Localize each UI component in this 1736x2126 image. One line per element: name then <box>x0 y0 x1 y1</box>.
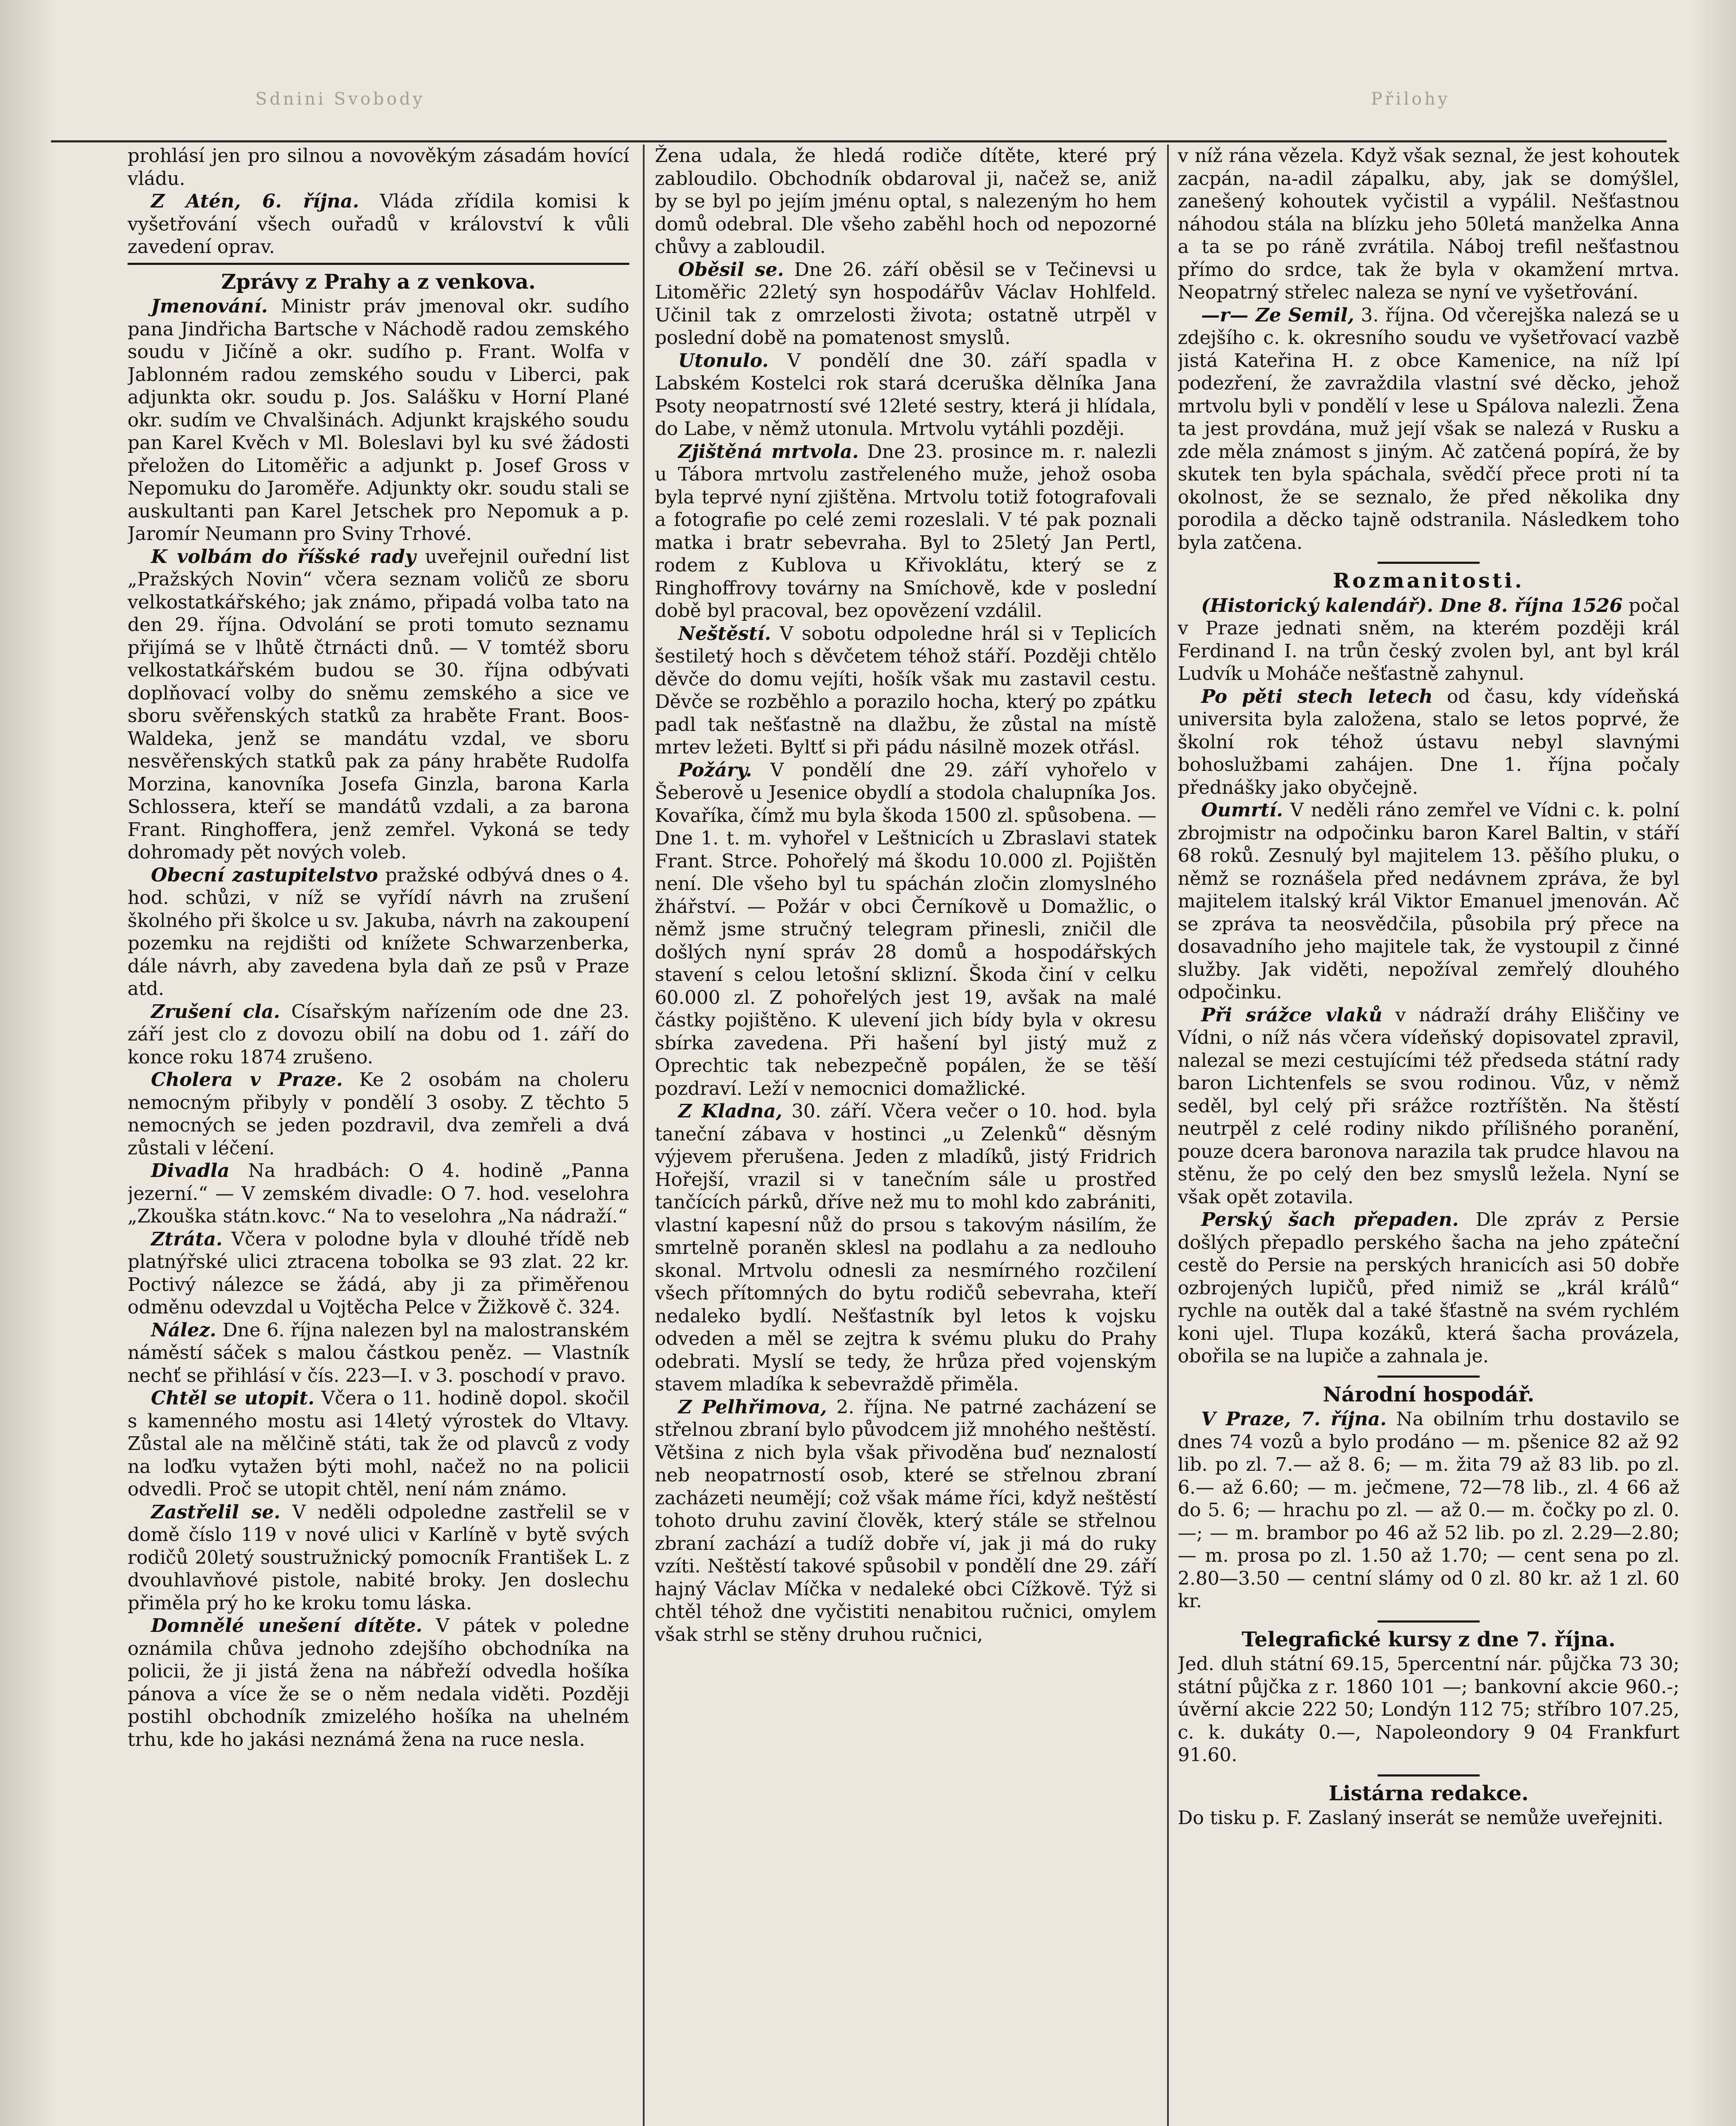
article-paragraph <box>1178 1408 1679 1613</box>
header-left: Sdnini Svobody <box>255 89 425 109</box>
article-paragraph <box>128 1501 629 1615</box>
article-paragraph <box>655 145 1156 259</box>
article-paragraph <box>655 259 1156 350</box>
article-lead: Nález. <box>151 1319 216 1341</box>
article-paragraph <box>128 1614 629 1751</box>
section-rule <box>1378 1620 1480 1623</box>
article-text: Dne 6. října nalezen byl na malostranském náměstí sáček s malou částkou peněz. — Vlastník nechť se přihlásí v čís. 223—I. v 3. poschodí v pravo. <box>128 1319 629 1387</box>
column-1 <box>128 145 629 2126</box>
article-text: 3. října. Od včerejška nalezá se u zdejšího c. k. okresního soudu ve vyšetřovací vazbě jistá Kateřina H. z obce Kamenice, na níž lpí podezření, že zavraždila vlastní své děcko, jehož mrtvolu byli v pondělí v lese u Spálova nalezli. Žena ta jest provdána, muž její však se nalezá v Rusku a zde měla známost s jiným. Ač zatčená popírá, že by skutek ten byla spáchala, svědčí přece proti ní ta okolnost, že se seznalo, že před několika dny porodila a děcko tajně odstranila. Následkem toho byla zatčena. <box>1178 304 1679 554</box>
article-text: prohlásí jen pro silnou a novověkým zásadám hovící vládu. <box>128 145 629 190</box>
article-paragraph <box>655 622 1156 759</box>
article-paragraph <box>655 1396 1156 1646</box>
page-shadow-right <box>1689 0 1736 2126</box>
article-lead: Z Pelhřimova, <box>678 1396 827 1418</box>
article-lead: —r— Ze Semil, <box>1201 304 1355 326</box>
article-text: Ke 2 osobám na choleru nemocným přibyly v pondělí 3 osoby. Z těchto 5 nemocných se jeden pozdravil, dva zemřeli a dvá zůstali v léčení. <box>128 1069 629 1159</box>
section-rule <box>1378 562 1480 564</box>
article-lead: Zrušení cla. <box>151 1000 280 1023</box>
article-paragraph <box>1178 145 1679 304</box>
section-rule <box>1378 1774 1480 1776</box>
article-text: Ministr práv jmenoval okr. sudího pana Jindřicha Bartsche v Náchodě radou zemského soudu v Jičíně a okr. sudího p. Frant. Wolfa v Jablonném radou zemského soudu v Liberci, pak adjunkta okr. soudu p. Jos. Salášku v Horní Plané okr. sudím ve Chvalšinách. Adjunkt krajského soudu pan Karel Kvěch v Ml. Boleslavi byl ku své žádosti přeložen do Litoměřic a adjunkt p. Josef Gross v Nepomuku do Jaroměře. Adjunkty okr. soudu stali se auskultanti pan Karel Jetschek pro Nepomuk a p. Jaromír Neumann pro Sviny Trhové. <box>128 296 629 545</box>
article-text: Žena udala, že hledá rodiče dítěte, které prý zabloudilo. Obchodník obdaroval ji, načež se, aniž by se byl po jejím jménu optal, s nalezeným ho hem domů odebral. Dle všeho zaběhl hoch od nepozorné chůvy a zabloudil. <box>655 145 1156 258</box>
column-divider-1 <box>643 145 645 2126</box>
header-rule <box>51 140 1667 142</box>
article-paragraph <box>655 350 1156 441</box>
column-2 <box>655 145 1156 2126</box>
article-text: 2. října. Ne patrné zacházení se střelnou zbraní bylo původcem již mnohého neštěstí. Většina z nich byla však přivoděna buď neznalostí neb neopatrností osob, které se střelnou zbraní zacházeti neumějí; což však máme říci, když neštěstí tohoto druhu zaviní člověk, který stále se střelnou zbraní zachází a tudíž dobře ví, jak ji má do ruky vzíti. Neštěstí takové spůsobil v pondělí dne 29. září hajný Václav Míčka v nedaleké obci Cížkově. Týž si chtěl téhož dne vyčistiti nenabitou ručnici, omylem však strhl se stěny druhou ručnici, <box>655 1396 1156 1646</box>
article-paragraph <box>128 1000 629 1069</box>
column-divider-2 <box>1167 145 1169 2126</box>
article-lead: Zastřelil se. <box>151 1501 281 1523</box>
article-text: počal v Praze jednati sněm, na kterém později král Ferdinand I. na trůn český zvolen byl, ant byl král Ludvík u Moháče nešťastně zahynul. <box>1178 594 1679 685</box>
article-lead: Utonulo. <box>678 350 769 372</box>
article-paragraph <box>1178 685 1679 799</box>
section-heading: Listárna redakce. <box>1328 1781 1529 1805</box>
article-paragraph <box>1178 1807 1679 1830</box>
article-text: V pondělí dne 29. září vyhořelo v Šeberově u Jesenice obydlí a stodola chalupníka Jos. Kovaříka, čímž mu byla škoda 1500 zl. spůsobena. — Dne 1. t. m. vyhořel v Leštnicích u Zbraslavi statek Frant. Strce. Pohořelý má škodu 10.000 zl. Pojištěn není. Dle všeho byl tu spáchán zločin zlomyslného žhářství. — Požár v obci Černíkově u Domažlic, o němž jsme stručný telegram přinesli, zničil dle došlých nyní správ 28 domů a hospodářských stavení s celou letošní sklizní. Škoda činí v celku 60.000 zl. Z pohořelých jest 19, avšak na malé částky pojištěno. K ulevení jich bídy byla v okresu sbírka zavedena. Při hašení byl jistý muž z Oprechtic tak nebezpečně popálen, že se těší pozdraví. Leží v nemocnici domažlické. <box>655 759 1156 1100</box>
article-text: Jed. dluh státní 69.15, 5percentní nár. půjčka 73 30; státní půjčka z r. 1860 101 —; bankovní akcie 960.-; úvěrní akcie 222 50; Londýn 112 75; stříbro 107.25, c. k. dukáty 0.—, Napoleondory 9 04 Frankfurt 91.60. <box>1178 1653 1679 1766</box>
article-lead: Oumrtí. <box>1201 799 1283 821</box>
article-paragraph <box>128 1160 629 1228</box>
article-text: Dne 26. září oběsil se v Tečinevsi u Litoměřic 22letý syn hospodářův Václav Hohlfeld. Učinil tak z omrzelosti života; ostatně utrpěl v poslední době na pomatenost smyslů. <box>655 259 1156 349</box>
article-paragraph <box>128 546 629 864</box>
article-paragraph <box>1178 594 1679 685</box>
article-paragraph <box>1178 1653 1679 1767</box>
section-heading: Národní hospodář. <box>1323 1382 1534 1407</box>
article-paragraph <box>128 1387 629 1501</box>
article-text: V sobotu odpoledne hrál si v Teplicích šestiletý hoch s děvčetem téhož stáří. Později chtělo děvče do domu vejíti, hošík však mu zastavil cestu. Děvče se rozběhlo a porazilo hocha, který po zpátku padl tak nešťastně na dlažbu, že zůstal na místě mrtev ležeti. Byltť si při pádu násilně mozek otřásl. <box>655 622 1156 758</box>
article-text: Císařským nařízením ode dne 23. září jest clo z dovozu obilí na dobu od 1. září do konce roku 1874 zrušeno. <box>128 1000 629 1068</box>
article-paragraph <box>128 1319 629 1387</box>
article-text: V pátek v poledne oznámila chůva jednoho zdejšího obchodníka na policii, že ji jistá žena na nábřeží odvedla hošíka pánova a více že se o něm nedala viděti. Později postihl obchodník zmizelého hošíka na uhelném trhu, kde ho jakási neznámá žena na ruce nesla. <box>128 1615 629 1751</box>
page-shadow-left <box>0 0 55 2126</box>
article-lead: Cholera v Praze. <box>151 1069 343 1091</box>
article-text: Do tisku p. F. Zaslaný inserát se nemůže uveřejniti. <box>1178 1807 1664 1829</box>
article-lead: (Historický kalendář). Dne 8. října 1526 <box>1201 594 1623 617</box>
article-text: v níž rána vězela. Když však seznal, že jest kohoutek zacpán, na-adil zápalku, aby, jak se domýšlel, zanešený kohoutek vyčistil a vypálil. Nešťastnou náhodou stála na blízku jeho 50letá manželka Anna a ta se po ráně zvrátila. Náboj trefil nešťastnou přímo do srdce, tak že byla v okamžení mrtva. Neopatrný střelec naleza se nyní ve vyšetřování. <box>1178 145 1679 303</box>
article-paragraph <box>655 759 1156 1100</box>
section-heading: Rozmanitosti. <box>1333 569 1525 593</box>
article-text: 30. září. Včera večer o 10. hod. byla taneční zábava v hostinci „u Zelenků“ děsným výjevem přerušena. Jeden z mladíků, jistý Fridrich Hořejší, vrazil si v tanečním sále u prostřed tančících párků, dříve než mu to mohl kdo zabrániti, vlastní kapesní nůž do prsou s takovým násilím, že smrtelně poraněn sklesl na podlahu a za nedlouho skonal. Mrtvolu odnesli za nesmírného rozčilení všech přítomných do bytu rodičů sebevraha, kteří nedaleko bydlí. Nešťastník byl letos k vojsku odveden a měl se zejtra k svému pluku do Prahy odebrati. Myslí se tedy, že hrůza před vojenským stavem mladíka k sebevraždě přiměla. <box>655 1100 1156 1395</box>
column-3 <box>1178 145 1679 2126</box>
article-lead: Zjištěná mrtvola. <box>678 441 859 463</box>
article-lead: V Praze, 7. října. <box>1201 1408 1387 1430</box>
article-lead: Divadla <box>151 1160 230 1182</box>
article-text: V pondělí dne 30. září spadla v Labském Kostelci rok stará dceruška dělníka Jana Psoty neopatrností své 12leté sestry, která ji hlídala, do Labe, v němž utonula. Mrtvolu vytáhli později. <box>655 350 1156 440</box>
article-lead: Ztráta. <box>151 1228 223 1250</box>
section-heading: Zprávy z Prahy a z venkova. <box>221 270 536 294</box>
article-text: Dle zpráv z Persie došlých přepadlo perského šacha na jeho zpáteční cestě do Persie na perských hranicích asi 50 dobře ozbrojených lupičů, před nimiž se „král králů“ rychle na outěk dal a také šťastně na svém rychlém koni ujel. Tlupa kozáků, která šacha provázela, obořila se na lupiče a zahnala je. <box>1178 1209 1679 1367</box>
article-lead: Po pěti stech letech <box>1201 685 1433 708</box>
section-rule <box>1378 1376 1480 1378</box>
article-lead: Chtěl se utopit. <box>151 1387 315 1409</box>
article-lead: Z Atén, 6. října. <box>151 190 359 212</box>
article-lead: Při srážce vlaků <box>1201 1004 1383 1026</box>
article-text: Dne 23. prosince m. r. nalezli u Tábora mrtvolu zastřeleného muže, jehož osoba byla teprvé nyní zjištěna. Mrtvolu totiž fotografovali a fotografie po celé zemi rozeslali. V té pak poznali matka i bratr sebevraha. Byl to 25letý Jan Pertl, rodem z Kublova u Křivoklátu, který se z Ringhoffrovy továrny na Smíchově, kde v poslední době byl pracoval, bez opovězení vzdálil. <box>655 441 1156 622</box>
article-lead: Z Kladna, <box>678 1100 783 1122</box>
section-underline <box>128 263 629 265</box>
article-paragraph <box>128 1228 629 1319</box>
article-lead: Jmenování. <box>151 296 268 317</box>
article-text: od času, kdy vídeňská universita byla založena, stalo se letos poprvé, že školní rok téhož ústavu nebyl slavnými bohoslužbami zahájen. Dne 1. října počaly přednášky jako obyčejně. <box>1178 685 1679 799</box>
article-text: Včera v polodne byla v dlouhé třídě neb platnýřské ulici ztracena tobolka se 93 zlat. 22 kr. Poctivý nálezce se žádá, aby ji za přiměřenou odměnu odevzdal u Vojtěcha Pelce v Žižkově č. 324. <box>128 1228 629 1318</box>
article-paragraph <box>128 1069 629 1160</box>
article-text: V neděli odpoledne zastřelil se v domě číslo 119 v nové ulici v Karlíně v bytě svých rodičů 20letý soustružnický pomocník František L. z dvouhlavňové pistole, nabité broky. Jen doslechu přiměla prý ho ke kroku tomu láska. <box>128 1501 629 1614</box>
article-paragraph <box>1178 1004 1679 1209</box>
faded-header <box>77 89 1658 136</box>
article-lead: Obecní zastupitelstvo <box>151 864 378 886</box>
article-lead: Oběsil se. <box>678 259 784 281</box>
article-paragraph <box>128 145 629 190</box>
article-paragraph <box>655 441 1156 622</box>
article-paragraph <box>128 295 629 546</box>
article-lead: Požáry. <box>678 759 752 781</box>
article-paragraph <box>128 864 629 1000</box>
article-text: V neděli ráno zemřel ve Vídni c. k. polní zbrojmistr na odpočinku baron Karel Baltin, v stáří 68 roků. Zesnulý byl majitelem 13. pěšího pluku, o němž se roznášela před nedávnem zpráva, že byl majitelem italský král Viktor Emanuel jmenován. Ač se zpráva ta neosvědčila, působila prý přece na dosavadního jeho majitele tak, že vystoupil z činné služby. Jak viděti, nepožíval zemřelý dlouhého odpočinku. <box>1178 799 1679 1003</box>
article-text: Včera o 11. hodině dopol. skočil s kamenného mostu asi 14letý výrostek do Vltavy. Zůstal ale na mělčině státi, tak že od plavců z vody na loďku vytažen býti mohl, načež no na policii odvedli. Proč se utopit chtěl, není nám známo. <box>128 1387 629 1500</box>
section-heading: Telegrafické kursy z dne 7. října. <box>1242 1627 1616 1651</box>
article-lead: Perský šach přepaden. <box>1201 1209 1459 1231</box>
article-lead: Domnělé unešení dítěte. <box>151 1615 423 1637</box>
article-lead: K volbám do říšské rady <box>151 546 416 568</box>
article-text: pražské odbývá dnes o 4. hod. schůzi, v níž se vyřídí návrh na zrušení školného při školce u sv. Jakuba, návrh na zakoupení pozemku na rejdišti od knížete Schwarzenberka, dále návrh, aby zavedena byla daň ze psů v Praze atd. <box>128 864 629 1000</box>
article-text: uveřejnil ouřední list „Pražských Novin“ včera seznam voličů ze sboru velkostatkářského; jak známo, připadá volba tato na den 29. října. Odvolání se proti tomuto seznamu přijímá se v lhůtě čtrnácti dnů. — V tomtéž sboru velkostatkářském budou se 30. října odbývati doplňovací volby do sněmu zemského a sice ve sboru svěřenských statků za hraběte Frant. Boos-Waldeka, jenž se mandátu vzdal, ve sboru nesvěřenských statků pak za pány hraběte Rudolfa Morzina, kanovníka Josefa Ginzla, barona Karla Schlossera, kteří se mandátů vzdali, a za barona Frant. Ringhoffera, jenž zemřel. Vykoná se tedy dohromady pět nových voleb. <box>128 546 629 863</box>
header-right: Přilohy <box>1371 89 1450 109</box>
article-text: Na hradbách: O 4. hodině „Panna jezerní.“ — V zemském divadle: O 7. hod. veselohra „Zkouška státn.kovc.“ Na to veselohra „Na nádraží.“ <box>128 1160 629 1227</box>
article-paragraph <box>1178 304 1679 554</box>
article-text: v nádraží dráhy Eliščiny ve Vídni, o níž nás včera vídeňský dopisovatel zpravil, nalezal se mezi cestujícími též předseda státní rady baron Lichtenfels se svou rodinou. Vůz, v němž seděl, byl celý při srážce roztříštěn. Na štěstí neutrpěl z celé rodiny nikdo přílišného poranění, pouze dcera baronova narazila tak prudce hlavou na stěnu, že po celý den bez smyslů ležela. Nyní se však opět zotavila. <box>1178 1004 1679 1208</box>
article-paragraph <box>1178 799 1679 1004</box>
article-paragraph <box>1178 1208 1679 1368</box>
article-paragraph <box>128 190 629 259</box>
article-paragraph <box>655 1100 1156 1396</box>
article-lead: Neštěstí. <box>678 622 771 645</box>
article-text: Vláda zřídila komisi k vyšetřování všech ouřadů v království k vůli zavedení oprav. <box>128 190 629 258</box>
article-text: Na obilním trhu dostavilo se dnes 74 vozů a bylo prodáno — m. pšenice 82 až 92 lib. po zl. 7.— až 8. 6; — m. žita 79 až 83 lib. po zl. 6.— až 6.60; — m. ječmene, 72—78 lib., zl. 4 66 až do 5. 6; — hrachu po zl. — až 0.— m. čočky po zl. 0.—; — m. brambor po 46 až 52 lib. po zl. 2.29—2.80; — m. prosa po zl. 1.50 až 1.70; — cent sena po zl. 2.80—3.50 — centní slámy od 0 zl. 80 kr. až 1 zl. 60 kr. <box>1178 1408 1679 1612</box>
